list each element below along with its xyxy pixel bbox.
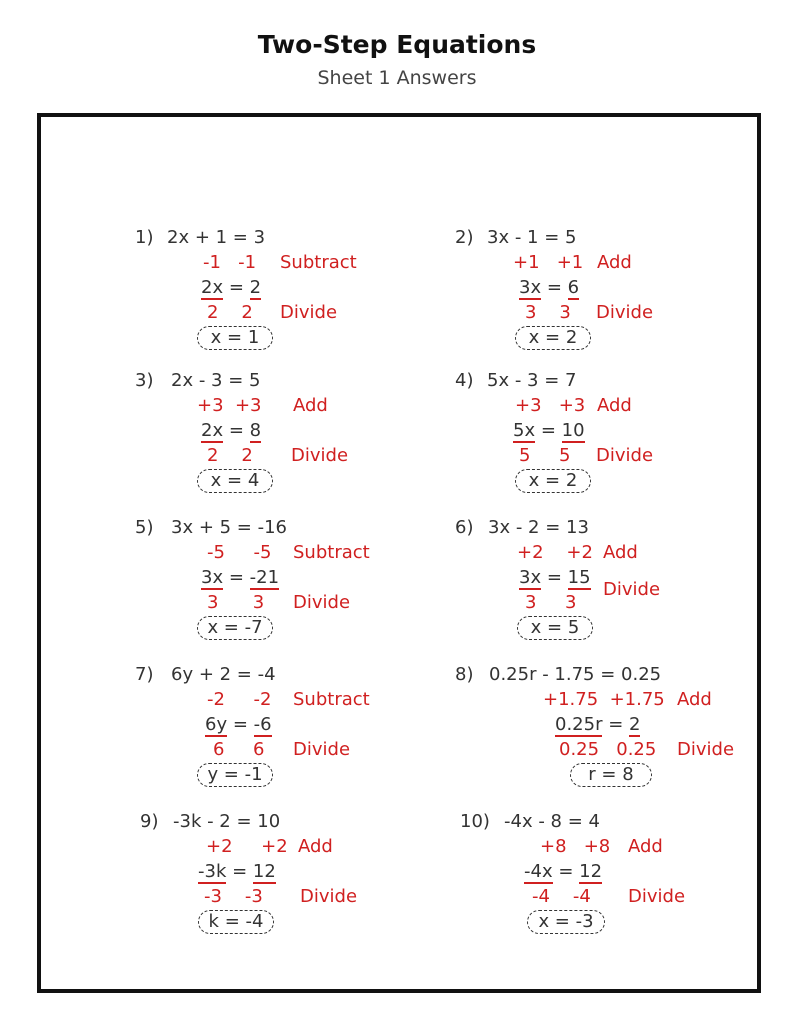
problem-equation: 3x - 1 = 5 bbox=[487, 227, 577, 248]
divisor-values: 2 2 bbox=[207, 302, 253, 323]
equals-sign: = bbox=[223, 277, 250, 298]
intermediate-equation bbox=[198, 861, 276, 883]
step-two-operation: Divide bbox=[293, 592, 351, 613]
step-one-values: -1 -1 bbox=[203, 252, 257, 273]
step-one-operation: Add bbox=[293, 395, 328, 416]
left-numerator: 0.25r bbox=[555, 714, 603, 735]
answer-oval: x = 1 bbox=[197, 326, 273, 350]
right-numerator: 2 bbox=[629, 714, 641, 735]
problem-equation: -4x - 8 = 4 bbox=[504, 811, 600, 832]
intermediate-equation bbox=[205, 714, 272, 736]
step-one-values: -2 -2 bbox=[207, 689, 272, 710]
left-numerator: 5x bbox=[513, 420, 536, 441]
problem-number: 8) bbox=[455, 664, 474, 685]
left-numerator: 3x bbox=[519, 277, 542, 298]
right-numerator: 12 bbox=[579, 861, 603, 882]
step-two-operation: Divide bbox=[300, 886, 358, 907]
divisor-values: 0.25 0.25 bbox=[559, 739, 657, 760]
left-numerator: 2x bbox=[201, 420, 224, 441]
right-numerator: 2 bbox=[249, 277, 262, 298]
answer-oval: x = 5 bbox=[517, 616, 593, 640]
problem-8 bbox=[455, 664, 794, 794]
problem-number: 6) bbox=[455, 517, 474, 538]
step-two-operation: Divide bbox=[677, 739, 735, 760]
problem-equation: 2x + 1 = 3 bbox=[167, 227, 266, 248]
problem-3 bbox=[135, 370, 475, 500]
answer-oval: x = -3 bbox=[527, 910, 605, 934]
problem-number: 3) bbox=[135, 370, 154, 391]
divisor-values: 6 6 bbox=[213, 739, 265, 760]
right-numerator: -21 bbox=[249, 567, 280, 588]
divisor-values: -3 -3 bbox=[204, 886, 263, 907]
right-numerator: 8 bbox=[249, 420, 262, 441]
problem-6 bbox=[455, 517, 794, 647]
answer-oval: x = 4 bbox=[197, 469, 273, 493]
problem-7 bbox=[135, 664, 475, 794]
equals-sign: = bbox=[223, 567, 250, 588]
intermediate-equation bbox=[524, 861, 602, 883]
step-two-operation: Divide bbox=[291, 445, 349, 466]
divisor-values: 3 3 bbox=[525, 302, 571, 323]
answer-oval: x = -7 bbox=[197, 616, 273, 640]
step-one-values: +2 +2 bbox=[517, 542, 593, 563]
problem-equation: 6y + 2 = -4 bbox=[171, 664, 276, 685]
left-numerator: 3x bbox=[519, 567, 542, 588]
problem-9 bbox=[140, 811, 480, 941]
divisor-values: 2 2 bbox=[207, 445, 253, 466]
right-numerator: 12 bbox=[252, 861, 276, 882]
step-one-operation: Add bbox=[597, 395, 632, 416]
intermediate-equation bbox=[555, 714, 640, 736]
step-one-values: +3 +3 bbox=[197, 395, 262, 416]
step-two-operation: Divide bbox=[280, 302, 338, 323]
divisor-values: 5 5 bbox=[519, 445, 571, 466]
problem-2 bbox=[455, 227, 794, 357]
step-one-operation: Subtract bbox=[280, 252, 357, 273]
right-numerator: 6 bbox=[567, 277, 580, 298]
step-one-operation: Subtract bbox=[293, 689, 370, 710]
divisor-values: 3 3 bbox=[525, 592, 577, 613]
right-numerator: 15 bbox=[567, 567, 591, 588]
problem-number: 4) bbox=[455, 370, 474, 391]
step-one-operation: Add bbox=[603, 542, 638, 563]
equals-sign: = bbox=[541, 567, 568, 588]
step-two-operation: Divide bbox=[596, 302, 654, 323]
intermediate-equation bbox=[519, 277, 579, 299]
left-numerator: -3k bbox=[198, 861, 227, 882]
step-one-operation: Add bbox=[628, 836, 663, 857]
step-one-values: +2 +2 bbox=[206, 836, 288, 857]
step-two-operation: Divide bbox=[596, 445, 654, 466]
step-one-values: -5 -5 bbox=[207, 542, 272, 563]
equals-sign: = bbox=[226, 861, 253, 882]
equals-sign: = bbox=[227, 714, 254, 735]
step-one-operation: Subtract bbox=[293, 542, 370, 563]
intermediate-equation bbox=[519, 567, 591, 589]
problem-equation: 3x - 2 = 13 bbox=[488, 517, 589, 538]
problem-equation: 2x - 3 = 5 bbox=[171, 370, 261, 391]
step-one-values: +1 +1 bbox=[513, 252, 584, 273]
problem-4 bbox=[455, 370, 794, 500]
problem-equation: 5x - 3 = 7 bbox=[487, 370, 577, 391]
equals-sign: = bbox=[535, 420, 562, 441]
intermediate-equation bbox=[201, 277, 261, 299]
answer-oval: r = 8 bbox=[570, 763, 652, 787]
step-one-values: +1.75 +1.75 bbox=[543, 689, 665, 710]
problem-number: 9) bbox=[140, 811, 159, 832]
answer-oval: k = -4 bbox=[198, 910, 274, 934]
problem-equation: -3k - 2 = 10 bbox=[173, 811, 281, 832]
answer-oval: y = -1 bbox=[197, 763, 273, 787]
problem-number: 1) bbox=[135, 227, 154, 248]
left-numerator: 3x bbox=[201, 567, 224, 588]
step-one-values: +3 +3 bbox=[515, 395, 586, 416]
page-title: Two-Step Equations bbox=[257, 30, 537, 59]
left-numerator: -4x bbox=[524, 861, 553, 882]
problem-number: 10) bbox=[460, 811, 490, 832]
right-numerator: -6 bbox=[253, 714, 272, 735]
step-one-operation: Add bbox=[677, 689, 712, 710]
step-one-operation: Add bbox=[298, 836, 333, 857]
problem-number: 5) bbox=[135, 517, 154, 538]
step-two-operation: Divide bbox=[603, 579, 661, 600]
answer-oval: x = 2 bbox=[515, 326, 591, 350]
intermediate-equation bbox=[513, 420, 585, 442]
answer-oval: x = 2 bbox=[515, 469, 591, 493]
problem-5 bbox=[135, 517, 475, 647]
intermediate-equation bbox=[201, 420, 261, 442]
problem-equation: 3x + 5 = -16 bbox=[171, 517, 288, 538]
problem-number: 7) bbox=[135, 664, 154, 685]
equals-sign: = bbox=[552, 861, 580, 882]
right-numerator: 10 bbox=[561, 420, 585, 441]
step-two-operation: Divide bbox=[293, 739, 351, 760]
step-one-values: +8 +8 bbox=[540, 836, 611, 857]
divisor-values: -4 -4 bbox=[532, 886, 591, 907]
left-numerator: 6y bbox=[205, 714, 228, 735]
equals-sign: = bbox=[223, 420, 250, 441]
problem-equation: 0.25r - 1.75 = 0.25 bbox=[489, 664, 662, 685]
equals-sign: = bbox=[541, 277, 568, 298]
equals-sign: = bbox=[602, 714, 630, 735]
step-one-operation: Add bbox=[597, 252, 632, 273]
problem-number: 2) bbox=[455, 227, 474, 248]
page-subtitle: Sheet 1 Answers bbox=[317, 67, 477, 89]
problem-10 bbox=[460, 811, 794, 941]
divisor-values: 3 3 bbox=[207, 592, 265, 613]
left-numerator: 2x bbox=[201, 277, 224, 298]
step-two-operation: Divide bbox=[628, 886, 686, 907]
intermediate-equation bbox=[201, 567, 279, 589]
problem-1 bbox=[135, 227, 475, 357]
